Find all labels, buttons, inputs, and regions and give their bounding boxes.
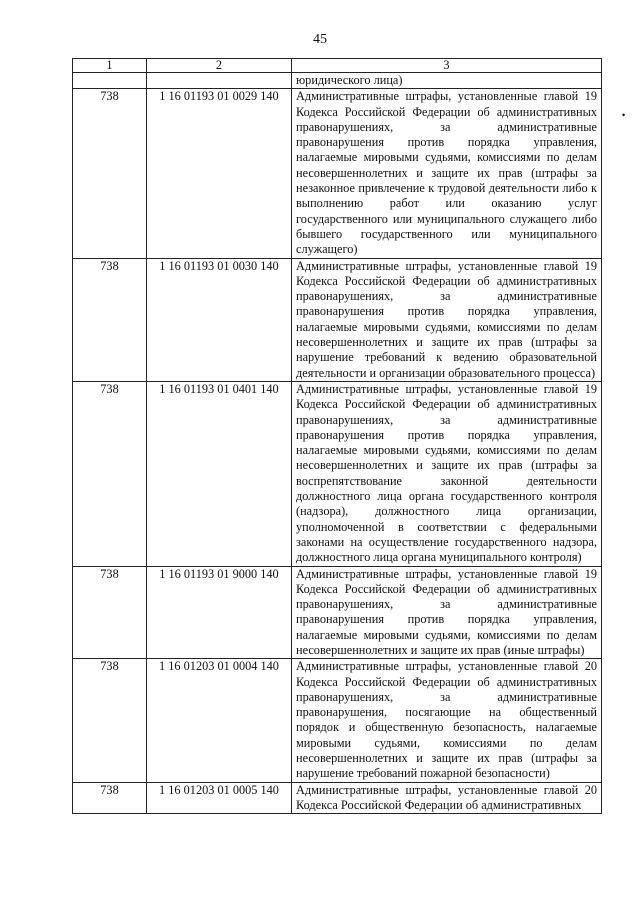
budget-code-cell: 1 16 01193 01 0401 140 (147, 381, 292, 566)
description-cell: Административные штрафы, установленные главой 19 Кодекса Российской Федерации об административных правонарушениях, за административные правонарушения против порядка управления, налагаемые мировыми судьями, комиссиями по делам несовершеннолетних и защите их прав (штрафы за нарушение требований к ведению образовательной деятельности и организации образовательного процесса) (292, 258, 602, 381)
admin-code-cell: 738 (73, 89, 147, 258)
admin-code-cell: 738 (73, 659, 147, 782)
budget-code-cell: 1 16 01193 01 0029 140 (147, 89, 292, 258)
admin-code-cell: 738 (73, 381, 147, 566)
budget-code-cell: 1 16 01193 01 9000 140 (147, 566, 292, 659)
description-cell: Административные штрафы, установленные главой 19 Кодекса Российской Федерации об административных правонарушениях, за административные правонарушения против порядка управления, налагаемые мировыми судьями, комиссиями по делам несовершеннолетних и защите их прав (штрафы за воспрепятствование законной деятельности должностного лица органа государственного контроля (надзора), должностного лица организации, уполномоченной в соответствии с федеральными законами на осуществление государственного надзора, должностного лица органа муниципального контроля) (292, 381, 602, 566)
table-row (73, 381, 602, 566)
budget-code-cell (147, 73, 292, 89)
description-cell: Административные штрафы, установленные главой 19 Кодекса Российской Федерации об административных правонарушениях, за административные правонарушения против порядка управления, налагаемые мировыми судьями, комиссиями по делам несовершеннолетних и защите их прав (штрафы за незаконное привлечение к трудовой деятельности либо к выполнению работ или оказанию услуг государственного или муниципального служащего либо бывшего государственного или муниципального служащего) (292, 89, 602, 258)
admin-code-cell (73, 73, 147, 89)
table-row (73, 782, 602, 814)
description-cell: юридического лица) (292, 73, 602, 89)
description-cell: Административные штрафы, установленные главой 20 Кодекса Российской Федерации об административных правонарушениях, за административные правонарушения, посягающие на общественный порядок и общественную безопасность, налагаемые мировыми судьями, комиссиями по делам несовершеннолетних и защите их прав (штрафы за нарушение требований пожарной безопасности) (292, 659, 602, 782)
scan-mark: • (622, 110, 626, 120)
budget-classification-table (72, 58, 602, 814)
column-header-1: 1 (73, 59, 147, 73)
description-cell: Административные штрафы, установленные главой 20 Кодекса Российской Федерации об административных (292, 782, 602, 814)
admin-code-cell: 738 (73, 782, 147, 814)
column-header-2: 2 (147, 59, 292, 73)
table-row (73, 659, 602, 782)
admin-code-cell: 738 (73, 566, 147, 659)
budget-code-cell: 1 16 01193 01 0030 140 (147, 258, 292, 381)
description-cell: Административные штрафы, установленные главой 19 Кодекса Российской Федерации об административных правонарушениях, за административные правонарушения против порядка управления, налагаемые мировыми судьями, комиссиями по делам несовершеннолетних и защите их прав (иные штрафы) (292, 566, 602, 659)
table-row (73, 73, 602, 89)
table-row (73, 258, 602, 381)
page-number: 45 (313, 32, 327, 47)
table-row (73, 89, 602, 258)
admin-code-cell: 738 (73, 258, 147, 381)
budget-code-cell: 1 16 01203 01 0005 140 (147, 782, 292, 814)
column-header-3: 3 (292, 59, 602, 73)
budget-code-cell: 1 16 01203 01 0004 140 (147, 659, 292, 782)
table-row (73, 566, 602, 659)
table-header-row (73, 59, 602, 73)
